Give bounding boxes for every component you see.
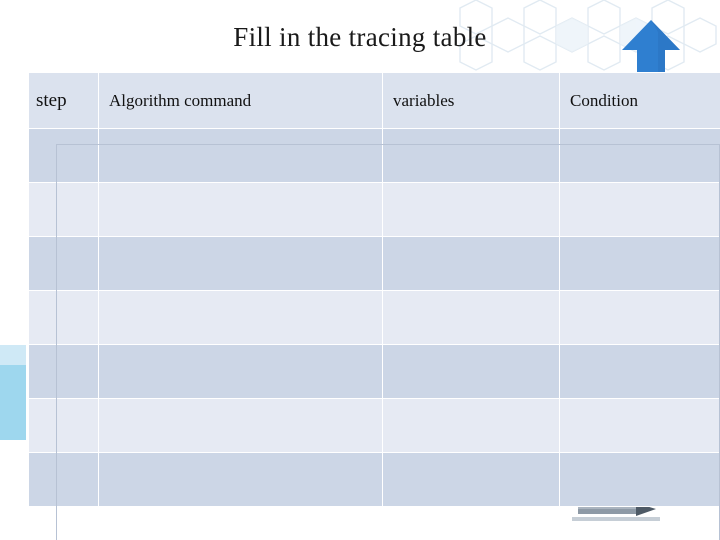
cell-condition[interactable] (560, 129, 720, 183)
cell-command[interactable] (99, 399, 383, 453)
table-header (29, 73, 720, 129)
cell-variables[interactable] (383, 183, 560, 237)
column-header-step: step (29, 73, 99, 129)
table-body (29, 129, 720, 507)
cell-step[interactable] (29, 345, 99, 399)
cell-step[interactable] (29, 237, 99, 291)
cell-command[interactable] (99, 291, 383, 345)
cell-condition[interactable] (560, 237, 720, 291)
table-row[interactable] (29, 399, 720, 453)
cell-command[interactable] (99, 183, 383, 237)
cell-step[interactable] (29, 129, 99, 183)
cell-condition[interactable] (560, 291, 720, 345)
cell-command[interactable] (99, 345, 383, 399)
column-header-algorithm-command: Algorithm command (99, 73, 383, 129)
cell-variables[interactable] (383, 345, 560, 399)
cell-variables[interactable] (383, 453, 560, 507)
cell-variables[interactable] (383, 129, 560, 183)
table-row[interactable] (29, 291, 720, 345)
cell-variables[interactable] (383, 237, 560, 291)
table-header-row (29, 73, 720, 129)
table-row[interactable] (29, 237, 720, 291)
tracing-table-wrapper (28, 72, 692, 507)
table-row[interactable] (29, 453, 720, 507)
cell-condition[interactable] (560, 345, 720, 399)
column-header-variables: variables (383, 73, 560, 129)
page-title: Fill in the tracing table (233, 22, 487, 52)
cell-condition[interactable] (560, 453, 720, 507)
column-header-condition: Condition (560, 73, 720, 129)
table-row[interactable] (29, 345, 720, 399)
cell-variables[interactable] (383, 399, 560, 453)
cell-step[interactable] (29, 453, 99, 507)
cell-command[interactable] (99, 237, 383, 291)
cell-step[interactable] (29, 183, 99, 237)
cell-step[interactable] (29, 291, 99, 345)
blue-strip-light (0, 345, 26, 365)
cell-command[interactable] (99, 129, 383, 183)
tracing-table (28, 72, 720, 507)
table-row[interactable] (29, 129, 720, 183)
cell-condition[interactable] (560, 399, 720, 453)
cell-step[interactable] (29, 399, 99, 453)
cell-condition[interactable] (560, 183, 720, 237)
cell-variables[interactable] (383, 291, 560, 345)
table-row[interactable] (29, 183, 720, 237)
cell-command[interactable] (99, 453, 383, 507)
